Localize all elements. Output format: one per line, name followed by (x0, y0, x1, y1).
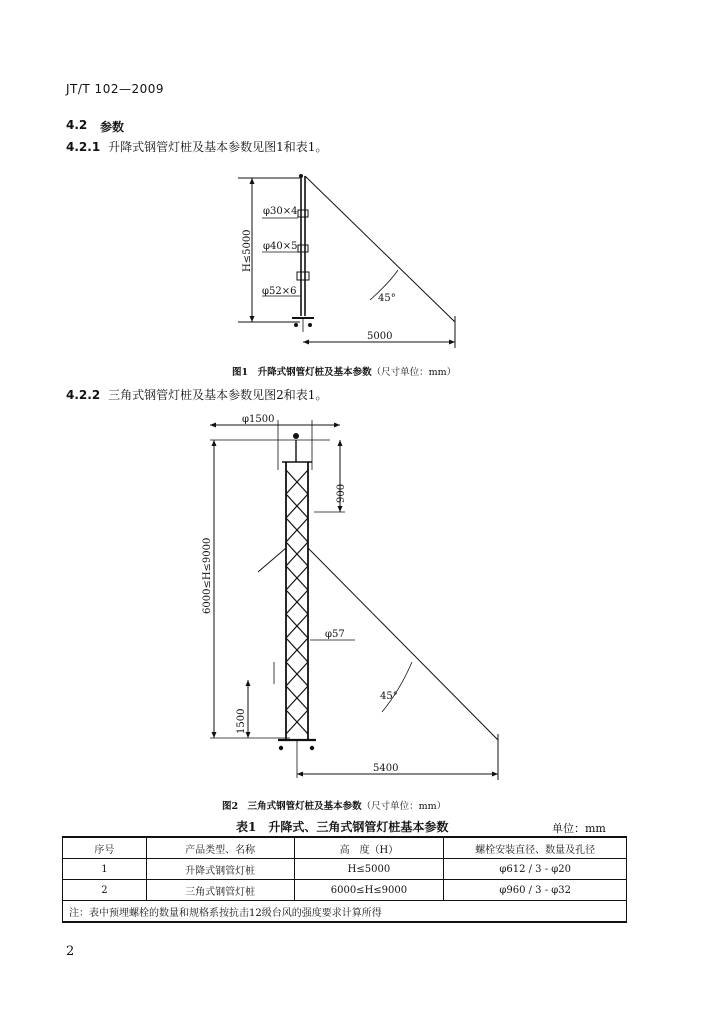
table-cell: 1 (63, 859, 147, 880)
paragraph-text: 三角式钢管灯桩及基本参数见图2和表1。 (108, 388, 328, 402)
figure-1-angle: 45° (378, 293, 396, 304)
figure-2-pipe-diameter: φ57 (325, 629, 345, 640)
figure-2-top-width: φ1500 (242, 414, 275, 425)
table-row (63, 880, 627, 901)
figure-2-top-height: 900 (336, 483, 347, 503)
figure-2-bottom-height: 1500 (236, 708, 247, 734)
figure-2-caption (222, 798, 446, 812)
paragraph-text: 升降式钢管灯桩及基本参数见图1和表1。 (108, 140, 328, 154)
section-number: 4.2 (66, 118, 88, 132)
table-cell: 三角式钢管灯桩 (146, 880, 294, 901)
figure-1-diameter-3: φ52×6 (262, 286, 297, 297)
angle-arc-2 (382, 662, 412, 712)
mast-joint-1 (298, 210, 308, 217)
figure-1-height-label: H≤5000 (242, 229, 253, 272)
paragraph-number: 4.2.1 (66, 140, 101, 154)
table-header-row (63, 837, 627, 859)
figure-2-base-width: 5400 (373, 763, 399, 774)
table-note: 注：表中预埋螺栓的数量和规格系按抗击12级台风的强度要求计算所得 (63, 901, 627, 923)
table-header-cell: 产品类型、名称 (146, 837, 294, 859)
table-1-title: 表1 升降式、三角式钢管灯桩基本参数 (236, 820, 449, 834)
page-number: 2 (66, 944, 75, 959)
table-header-cell: 序号 (63, 837, 147, 859)
table-cell: φ960 / 3 - φ32 (444, 880, 627, 901)
figure-2-caption-text: 图2 三角式钢管灯桩及基本参数 (222, 801, 362, 812)
figure-2-caption-unit: （尺寸单位：mm） (361, 801, 447, 812)
paragraph-number: 4.2.2 (66, 388, 101, 402)
table-cell: φ612 / 3 - φ20 (444, 859, 627, 880)
table-1 (62, 836, 627, 923)
table-cell: H≤5000 (294, 859, 444, 880)
table-cell: 2 (63, 880, 147, 901)
table-header-cell: 螺栓安装直径、数量及孔径 (444, 837, 627, 859)
table-1-unit: 单位：mm (552, 822, 606, 835)
figure-2-angle: 45° (380, 691, 398, 702)
section-title: 参数 (100, 120, 125, 134)
mast-joint-3 (297, 272, 309, 280)
figure-1-base-width: 5000 (367, 331, 393, 342)
tower-bracing-b (286, 470, 308, 734)
guy-wire-2 (308, 548, 498, 740)
table-row (63, 859, 627, 880)
paragraph-4-2-2 (66, 386, 327, 403)
standard-number: JT/T 102—2009 (66, 82, 164, 96)
figure-1-diameter-1: φ30×4 (263, 206, 298, 217)
figure-1-caption-unit: （尺寸单位：mm） (371, 367, 457, 378)
mast-joint-2 (298, 245, 308, 252)
figure-1-caption (232, 364, 456, 378)
figure-1-diameter-2: φ40×5 (263, 241, 298, 252)
table-note-row (63, 901, 627, 923)
figure-2-height-label: 6000≤H≤9000 (202, 537, 213, 614)
table-cell: 6000≤H≤9000 (294, 880, 444, 901)
table-header-cell: 高 度（H） (294, 837, 444, 859)
table-cell: 升降式钢管灯桩 (146, 859, 294, 880)
guy-wire-2-left (258, 548, 286, 572)
figure-1-caption-text: 图1 升降式钢管灯桩及基本参数 (232, 367, 372, 378)
